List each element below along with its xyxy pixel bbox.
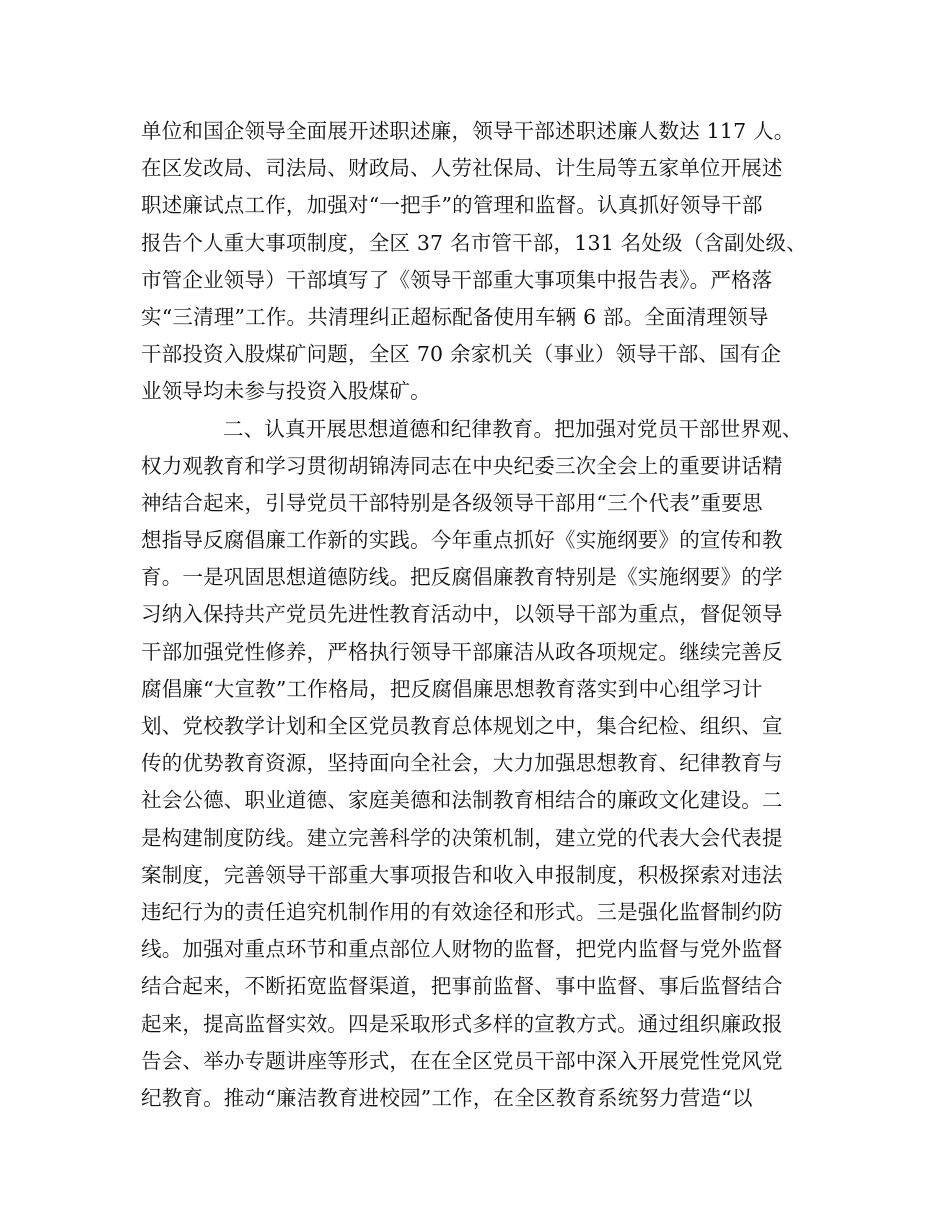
text-line: 社会公德、职业道德、家庭美德和法制教育相结合的廉政文化建设。二 (141, 788, 783, 813)
text-line: 传的优势教育资源，坚持面向全社会，大力加强思想教育、纪律教育与 (141, 751, 783, 776)
text-line: 腐倡廉“大宣教”工作格局，把反腐倡廉思想教育落实到中心组学习计 (141, 676, 763, 701)
text-line: 想指导反腐倡廉工作新的实践。今年重点抓好《实施纲要》的宣传和教 (141, 528, 783, 553)
text-line: 业领导均未参与投资入股煤矿。 (141, 379, 431, 404)
text-line: 报告个人重大事项制度，全区 37 名市管干部，131 名处级（含副处级、 (141, 230, 807, 255)
text-line: 干部投资入股煤矿问题，全区 70 余家机关（事业）领导干部、国有企 (141, 342, 782, 367)
text-line: 单位和国企领导全面展开述职述廉，领导干部述职述廉人数达 117 人。 (141, 119, 795, 143)
text-line: 干部加强党性修养，严格执行领导干部廉洁从政各项规定。继续完善反 (141, 639, 783, 664)
text-line: 是构建制度防线。建立完善科学的决策机制，建立党的代表大会代表提 (141, 825, 783, 850)
text-line: 违纪行为的责任追究机制作用的有效途径和形式。三是强化监督制约防 (141, 899, 783, 924)
text-line: 权力观教育和学习贯彻胡锦涛同志在中央纪委三次全会上的重要讲话精 (141, 453, 783, 478)
text-line: 纪教育。推动“廉洁教育进校园”工作，在全区教育系统努力营造“以 (141, 1085, 753, 1110)
text-line: 育。一是巩固思想道德防线。把反腐倡廉教育特别是《实施纲要》的学 (141, 565, 783, 590)
text-line: 神结合起来，引导党员干部特别是各级领导干部用“三个代表”重要思 (141, 490, 763, 515)
text-line: 在区发改局、司法局、财政局、人劳社保局、计生局等五家单位开展述 (141, 156, 783, 181)
text-line: 告会、举办专题讲座等形式，在在全区党员干部中深入开展党性党风党 (141, 1048, 783, 1073)
text-line: 结合起来，不断拓宽监督渠道，把事前监督、事中监督、事后监督结合 (141, 974, 783, 999)
text-line: 职述廉试点工作，加强对“一把手”的管理和监督。认真抓好领导干部 (141, 193, 763, 218)
document-body (141, 113, 813, 1117)
section-heading-line: 二、认真开展思想道德和纪律教育。把加强对党员干部世界观、 (223, 416, 803, 441)
text-line: 案制度，完善领导干部重大事项报告和收入申报制度，积极探索对违法 (141, 862, 783, 887)
text-line: 划、党校教学计划和全区党员教育总体规划之中，集合纪检、组织、宣 (141, 714, 783, 738)
text-line: 线。加强对重点环节和重点部位人财物的监督，把党内监督与党外监督 (141, 937, 783, 962)
text-line: 起来，提高监督实效。四是采取形式多样的宣教方式。通过组织廉政报 (141, 1011, 783, 1036)
text-line: 习纳入保持共产党员先进性教育活动中，以领导干部为重点，督促领导 (141, 602, 783, 627)
text-line: 市管企业领导）干部填写了《领导干部重大事项集中报告表》。严格落 (141, 267, 773, 292)
text-line: 实“三清理”工作。共清理纠正超标配备使用车辆 6 部。全面清理领导 (141, 304, 769, 329)
